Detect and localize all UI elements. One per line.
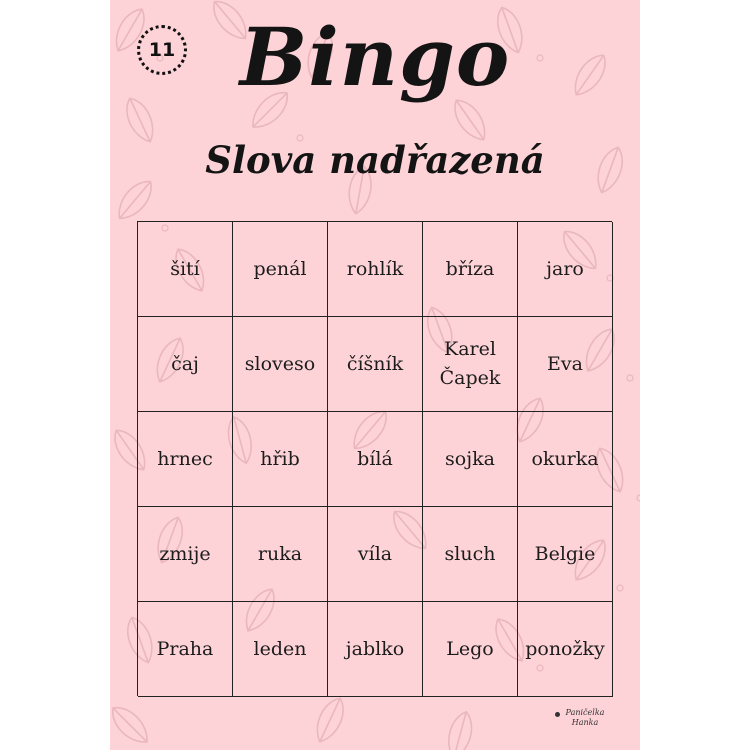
bingo-cell[interactable]: jablko <box>328 602 423 697</box>
bingo-cell[interactable]: Belgie <box>518 507 613 602</box>
bingo-cell[interactable]: zmije <box>138 507 233 602</box>
bingo-cell[interactable]: víla <box>328 507 423 602</box>
bingo-cell[interactable]: okurka <box>518 412 613 507</box>
leaf-icon <box>310 694 349 746</box>
bingo-cell[interactable]: číšník <box>328 317 423 412</box>
bingo-cell[interactable]: hrnec <box>138 412 233 507</box>
bingo-cell[interactable]: sluch <box>423 507 518 602</box>
bingo-cell[interactable]: rohlík <box>328 222 423 317</box>
author-signature <box>555 708 615 728</box>
bingo-cell[interactable]: hřib <box>233 412 328 507</box>
page-subtitle: Slova nadřazená <box>205 138 545 182</box>
page-title: Bingo <box>239 10 511 104</box>
bingo-cell[interactable]: čaj <box>138 317 233 412</box>
bingo-cell[interactable]: ruka <box>233 507 328 602</box>
bingo-grid <box>137 221 612 696</box>
bingo-cell[interactable]: leden <box>233 602 328 697</box>
bingo-cell[interactable]: bílá <box>328 412 423 507</box>
dot-icon <box>637 495 640 501</box>
leaf-icon <box>110 701 154 750</box>
bingo-cell[interactable]: sloveso <box>233 317 328 412</box>
dot-icon <box>627 375 633 381</box>
bingo-card <box>110 0 640 750</box>
leaf-icon <box>444 709 477 750</box>
bingo-cell[interactable]: Praha <box>138 602 233 697</box>
bingo-cell[interactable]: sojka <box>423 412 518 507</box>
bingo-cell[interactable]: Lego <box>423 602 518 697</box>
bingo-cell[interactable]: šití <box>138 222 233 317</box>
bingo-cell[interactable]: ponožky <box>518 602 613 697</box>
bingo-cell[interactable]: jaro <box>518 222 613 317</box>
card-number-badge: 11 <box>137 25 187 75</box>
bingo-cell[interactable]: penál <box>233 222 328 317</box>
bingo-cell[interactable]: bříza <box>423 222 518 317</box>
heart-icon <box>555 712 560 717</box>
signature-text: Paničelka Hanka <box>565 708 605 727</box>
dot-icon <box>617 585 623 591</box>
bingo-cell[interactable]: Eva <box>518 317 613 412</box>
bingo-cell[interactable]: Karel Čapek <box>423 317 518 412</box>
